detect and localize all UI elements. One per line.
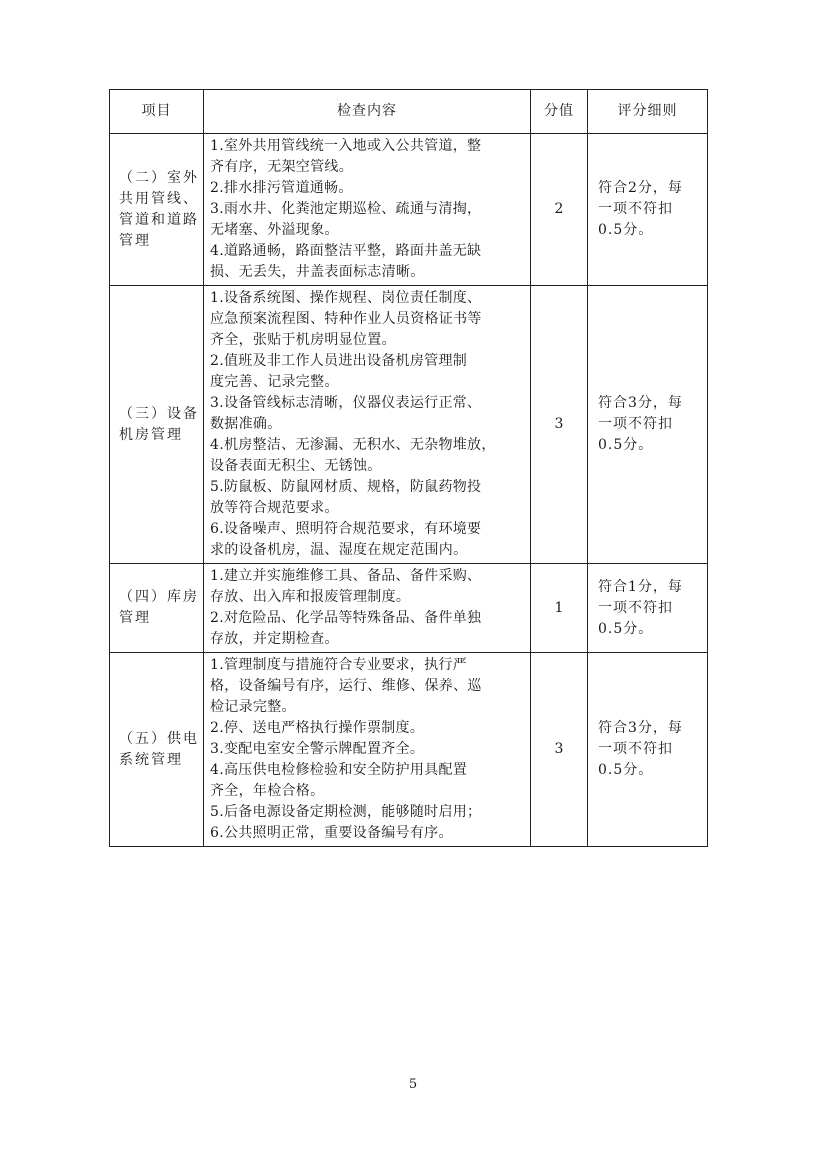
content-line: 度完善、记录完整。 — [210, 374, 339, 390]
page-number: 5 — [408, 1077, 418, 1092]
item-line: 机房管理 — [119, 426, 183, 443]
content-line: 2.对危险品、化学品等特殊备品、备件单独 — [210, 610, 482, 626]
content-line: 齐全，张贴于机房明显位置。 — [210, 332, 396, 348]
content-line: 3.雨水井、化粪池定期巡检、疏通与清掏， — [210, 201, 482, 217]
content-line: 应急预案流程图、特种作业人员资格证书等 — [210, 311, 482, 327]
rule-line: 符合1分，每 — [598, 578, 683, 595]
content-line: 2.排水排污管道通畅。 — [210, 180, 353, 196]
score-cell: 2 — [531, 134, 588, 286]
content-line: 齐有序，无架空管线。 — [210, 159, 353, 175]
header-item: 项目 — [110, 90, 204, 134]
table-row — [110, 286, 708, 564]
rule-line: 0.5分。 — [598, 620, 654, 637]
content-line: 存放、出入库和报废管理制度。 — [210, 589, 411, 605]
content-line: 数据准确。 — [210, 416, 282, 432]
content-cell — [204, 286, 531, 564]
score-cell: 1 — [531, 564, 588, 653]
rule-line: 0.5分。 — [598, 437, 654, 453]
rule-line: 一项不符扣 — [598, 416, 673, 432]
content-cell — [204, 564, 531, 653]
rule-line: 一项不符扣 — [598, 201, 673, 217]
rule-line: 符合3分，每 — [598, 395, 683, 411]
content-line: 3.变配电室安全警示牌配置齐全。 — [210, 741, 425, 757]
rule-line: 一项不符扣 — [598, 741, 673, 757]
item-line: （五）供电 — [119, 730, 199, 747]
rule-line: 一项不符扣 — [598, 599, 673, 616]
content-line: 6.公共照明正常，重要设备编号有序。 — [210, 825, 453, 841]
content-line: 1.室外共用管线统一入地或入公共管道，整 — [210, 138, 482, 154]
score-cell: 3 — [531, 653, 588, 847]
content-line: 存放，并定期检查。 — [210, 631, 339, 647]
item-line: 系统管理 — [119, 751, 183, 768]
content-line: 2.值班及非工作人员进出设备机房管理制 — [210, 353, 468, 369]
content-line: 5.防鼠板、防鼠网材质、规格，防鼠药物投 — [210, 479, 482, 495]
content-line: 设备表面无积尘、无锈蚀。 — [210, 458, 382, 474]
header-score: 分值 — [531, 90, 588, 134]
item-line: （二）室外 — [119, 169, 199, 186]
item-line: 管理 — [119, 610, 151, 626]
rule-line: 符合3分，每 — [598, 720, 683, 736]
content-line: 3.设备管线标志清晰，仪器仪表运行正常、 — [210, 395, 482, 411]
rule-cell — [588, 653, 708, 847]
content-line: 6.设备噪声、照明符合规范要求，有环境要 — [210, 521, 482, 537]
content-cell — [204, 134, 531, 286]
content-line: 4.机房整洁、无渗漏、无积水、无杂物堆放， — [210, 437, 496, 453]
rule-cell — [588, 286, 708, 564]
item-line: 管道和道路 — [119, 211, 199, 228]
rule-line: 0.5分。 — [598, 762, 654, 778]
table-row — [110, 653, 708, 847]
rule-cell — [588, 564, 708, 653]
content-line: 检记录完整。 — [210, 699, 296, 715]
item-cell — [110, 564, 204, 653]
content-line: 1.管理制度与措施符合专业要求，执行严 — [210, 657, 468, 673]
header-rule: 评分细则 — [588, 90, 708, 134]
content-cell — [204, 653, 531, 847]
table-header-row — [110, 90, 708, 134]
content-line: 齐全，年检合格。 — [210, 783, 325, 799]
rule-line: 0.5分。 — [598, 222, 654, 238]
item-cell — [110, 286, 204, 564]
content-line: 无堵塞、外溢现象。 — [210, 222, 339, 238]
content-line: 1.建立并实施维修工具、备品、备件采购、 — [210, 568, 482, 584]
table-row — [110, 134, 708, 286]
rule-cell — [588, 134, 708, 286]
content-line: 放等符合规范要求。 — [210, 500, 339, 516]
header-content: 检查内容 — [204, 90, 531, 134]
content-line: 2.停、送电严格执行操作票制度。 — [210, 720, 425, 736]
content-line: 4.高压供电检修检验和安全防护用具配置 — [210, 762, 468, 778]
table-row — [110, 564, 708, 653]
item-line: 共用管线、 — [119, 190, 199, 207]
content-line: 格，设备编号有序，运行、维修、保养、巡 — [210, 678, 482, 694]
score-cell: 3 — [531, 286, 588, 564]
content-line: 1.设备系统图、操作规程、岗位责任制度、 — [210, 290, 482, 306]
rule-line: 符合2分，每 — [598, 180, 683, 196]
inspection-table — [109, 89, 708, 847]
item-cell — [110, 134, 204, 286]
content-line: 求的设备机房，温、湿度在规定范围内。 — [210, 542, 468, 558]
content-line: 5.后备电源设备定期检测，能够随时启用； — [210, 804, 482, 820]
item-line: （三）设备 — [119, 405, 199, 422]
content-line: 损、无丢失，井盖表面标志清晰。 — [210, 264, 425, 280]
content-line: 4.道路通畅，路面整洁平整，路面井盖无缺 — [210, 243, 482, 259]
item-line: 管理 — [119, 232, 151, 249]
item-cell — [110, 653, 204, 847]
item-line: （四）库房 — [119, 589, 199, 605]
